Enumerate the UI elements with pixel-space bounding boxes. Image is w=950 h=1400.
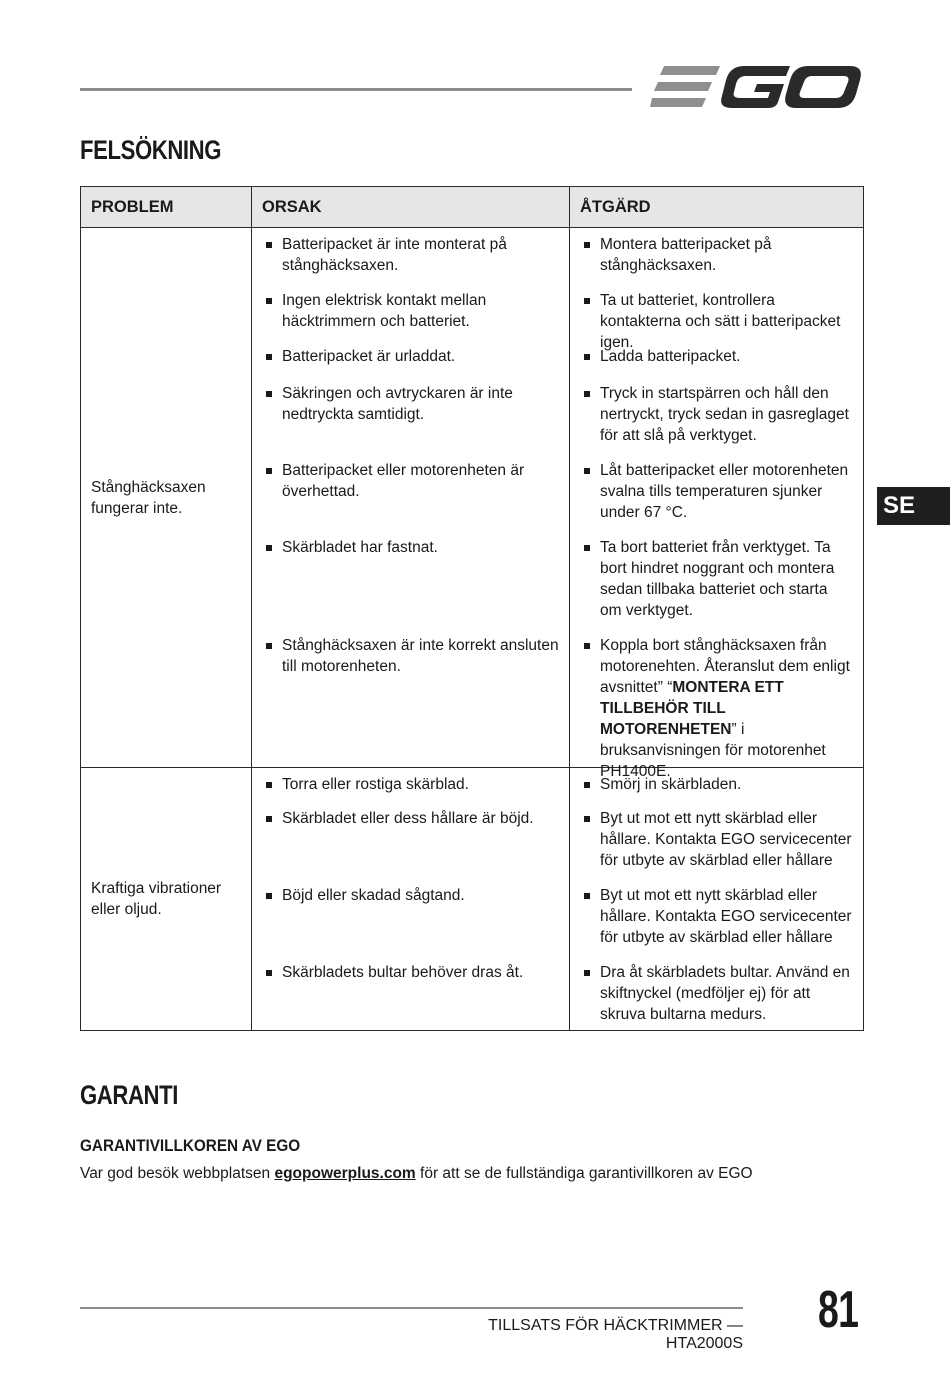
remedy-item: Ladda batteripacket. <box>582 346 853 383</box>
warranty-text-before: Var god besök webbplatsen <box>80 1165 275 1182</box>
website-link[interactable]: egopowerplus.com <box>274 1165 416 1182</box>
table-header-row <box>81 187 864 228</box>
cause-cell <box>252 768 570 1031</box>
remedy-item: Dra åt skärbladets bultar. Använd en skiftnyckel (medföljer ej) för att skruva bultarna medurs. <box>582 962 853 1026</box>
header-rule <box>80 88 632 91</box>
language-tab: SE <box>877 487 950 525</box>
remedy-item: Byt ut mot ett nytt skärblad eller hållare. Kontakta EGO servicecenter för utbyte av skärblad eller hållare <box>582 885 853 962</box>
troubleshooting-title: FELSÖKNING <box>80 135 222 165</box>
table-row <box>81 228 864 768</box>
footer-text: TILLSATS FÖR HÄCKTRIMMER — HTA2000S <box>488 1317 743 1352</box>
remedy-item: Tryck in startspärren och håll den nertryckt, tryck sedan in gasreglaget för att slå på verktyget. <box>582 383 853 460</box>
header-remedy: ÅTGÄRD <box>570 187 864 228</box>
remedy-item <box>582 635 853 780</box>
header-problem: PROBLEM <box>81 187 252 228</box>
cause-item: Batteripacket är urladdat. <box>264 346 559 383</box>
footer-rule <box>80 1307 743 1309</box>
remedy-item: Byt ut mot ett nytt skärblad eller hållare. Kontakta EGO servicecenter för utbyte av skärblad eller hållare <box>582 808 853 885</box>
remedy-item: Låt batteripacket eller motorenheten svalna tills temperaturen sjunker under 67 °C. <box>582 460 853 537</box>
cause-item: Skärbladet har fastnat. <box>264 537 559 635</box>
warranty-title: GARANTI <box>80 1080 178 1110</box>
remedy-cell <box>570 768 864 1031</box>
ego-logo <box>650 62 862 112</box>
cause-item: Batteripacket är inte monterat på stånghäcksaxen. <box>264 234 559 290</box>
problem-cell: Stånghäcksaxen fungerar inte. <box>81 228 252 768</box>
cause-item: Säkringen och avtryckaren är inte nedtryckta samtidigt. <box>264 383 559 460</box>
remedy-text: ” i bruksanvisningen för motorenhet PH1400E. <box>600 721 826 780</box>
warranty-text <box>80 1165 753 1183</box>
troubleshooting-table <box>80 186 864 1031</box>
problem-cell: Kraftiga vibrationer eller oljud. <box>81 768 252 1031</box>
cause-item: Ingen elektrisk kontakt mellan häcktrimmern och batteriet. <box>264 290 559 346</box>
remedy-item: Ta bort batteriet från verktyget. Ta bort hindret noggrant och montera sedan tillbaka batteriet och starta om verktyget. <box>582 537 853 635</box>
remedy-cell <box>570 228 864 780</box>
remedy-item: Ta ut batteriet, kontrollera kontakterna och sätt i batteripacket igen. <box>582 290 853 346</box>
cause-item: Skärbladet eller dess hållare är böjd. <box>264 808 559 885</box>
remedy-item: Smörj in skärbladen. <box>582 774 853 808</box>
warranty-text-after: för att se de fullständiga garantivillkoren av EGO <box>415 1165 753 1182</box>
remedy-text: Koppla bort stånghäcksaxen från motorenehten. Återanslut dem enligt avsnittet” “ <box>600 637 850 696</box>
table-row <box>81 768 864 1031</box>
cause-item: Torra eller rostiga skärblad. <box>264 774 559 808</box>
header-cause: ORSAK <box>252 187 570 228</box>
cause-cell <box>252 228 570 768</box>
cause-item: Stånghäcksaxen är inte korrekt ansluten till motorenheten. <box>264 635 559 763</box>
cause-item: Skärbladets bultar behöver dras åt. <box>264 962 559 1026</box>
cause-item: Batteripacket eller motorenheten är överhettad. <box>264 460 559 537</box>
remedy-item: Montera batteripacket på stånghäcksaxen. <box>582 234 853 290</box>
remedy-emphasis: MONTERA ETT TILLBEHÖR TILL MOTORENHETEN <box>600 679 784 738</box>
page-number: 81 <box>818 1281 859 1339</box>
cause-item: Böjd eller skadad sågtand. <box>264 885 559 962</box>
warranty-subtitle: GARANTIVILLKOREN AV EGO <box>80 1136 301 1155</box>
